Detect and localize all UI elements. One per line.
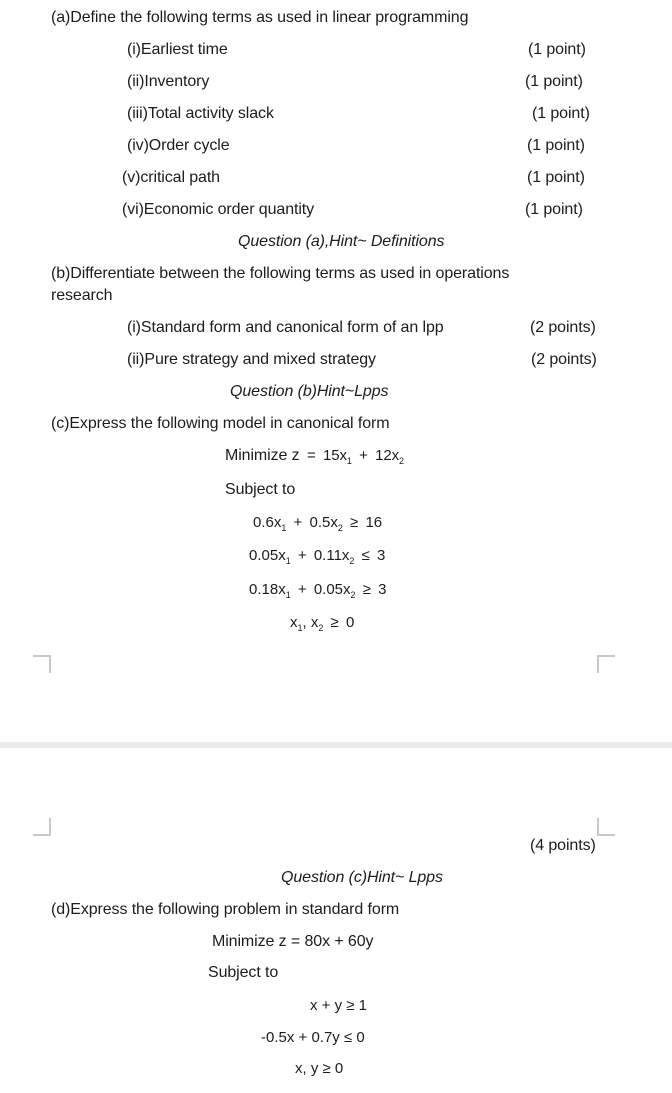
- term-order-cycle: (iv)Order cycle: [127, 137, 230, 154]
- section-d-heading: (d)Express the following problem in standard form: [51, 901, 400, 918]
- points-label: (2 points): [530, 319, 596, 336]
- crop-mark-icon: [33, 818, 51, 836]
- crop-mark-icon: [33, 655, 51, 673]
- points-label: (1 point): [525, 73, 583, 90]
- term-critical-path: (v)critical path: [122, 169, 220, 186]
- points-label: (2 points): [531, 351, 597, 368]
- nonnegativity-c: $x_1$, $x_2 \ge 0$: [290, 614, 355, 633]
- hint-b: Question (b)Hint~Lpps: [230, 383, 389, 400]
- points-label-c: (4 points): [530, 837, 596, 854]
- constraint-c-3: $0.18x_1 + 0.05x_2 \ge 3$: [249, 581, 387, 600]
- term-standard-vs-canonical: (i)Standard form and canonical form of an lpp: [127, 319, 444, 336]
- nonnegativity-d: x, y ≥ 0: [295, 1060, 344, 1077]
- section-b-heading-cont: research: [51, 287, 113, 304]
- constraint-c-2: $0.05x_1 + 0.11x_2 \le 3$: [249, 547, 386, 566]
- subject-to-label-c: Subject to: [225, 481, 296, 498]
- section-b-heading: (b)Differentiate between the following terms as used in operations: [51, 265, 510, 282]
- term-economic-order-quantity: (vi)Economic order quantity: [122, 201, 315, 218]
- points-label: (1 point): [527, 137, 585, 154]
- points-label: (1 point): [527, 169, 585, 186]
- points-label: (1 point): [532, 105, 590, 122]
- section-a-heading: (a)Define the following terms as used in linear programming: [51, 9, 469, 26]
- term-inventory: (ii)Inventory: [127, 73, 210, 90]
- hint-c: Question (c)Hint~ Lpps: [281, 869, 443, 886]
- objective-function-d: Minimize z = 80x + 60y: [212, 933, 374, 950]
- term-total-activity-slack: (iii)Total activity slack: [127, 105, 274, 122]
- subject-to-label-d: Subject to: [208, 964, 279, 981]
- term-pure-vs-mixed-strategy: (ii)Pure strategy and mixed strategy: [127, 351, 376, 368]
- points-label: (1 point): [525, 201, 583, 218]
- constraint-d-2: -0.5x + 0.7y ≤ 0: [261, 1029, 365, 1046]
- objective-function-c: Minimize $z = 15x_1 + 12x_2$: [225, 447, 404, 466]
- constraint-d-1: x + y ≥ 1: [310, 997, 368, 1014]
- term-earliest-time: (i)Earliest time: [127, 41, 228, 58]
- crop-mark-icon: [597, 655, 615, 673]
- crop-mark-icon: [597, 818, 615, 836]
- points-label: (1 point): [528, 41, 586, 58]
- section-c-heading: (c)Express the following model in canonical form: [51, 415, 390, 432]
- constraint-c-1: $0.6x_1 + 0.5x_2 \ge 16$: [253, 514, 383, 533]
- hint-a: Question (a),Hint~ Definitions: [238, 233, 445, 250]
- page-separator: [0, 742, 672, 748]
